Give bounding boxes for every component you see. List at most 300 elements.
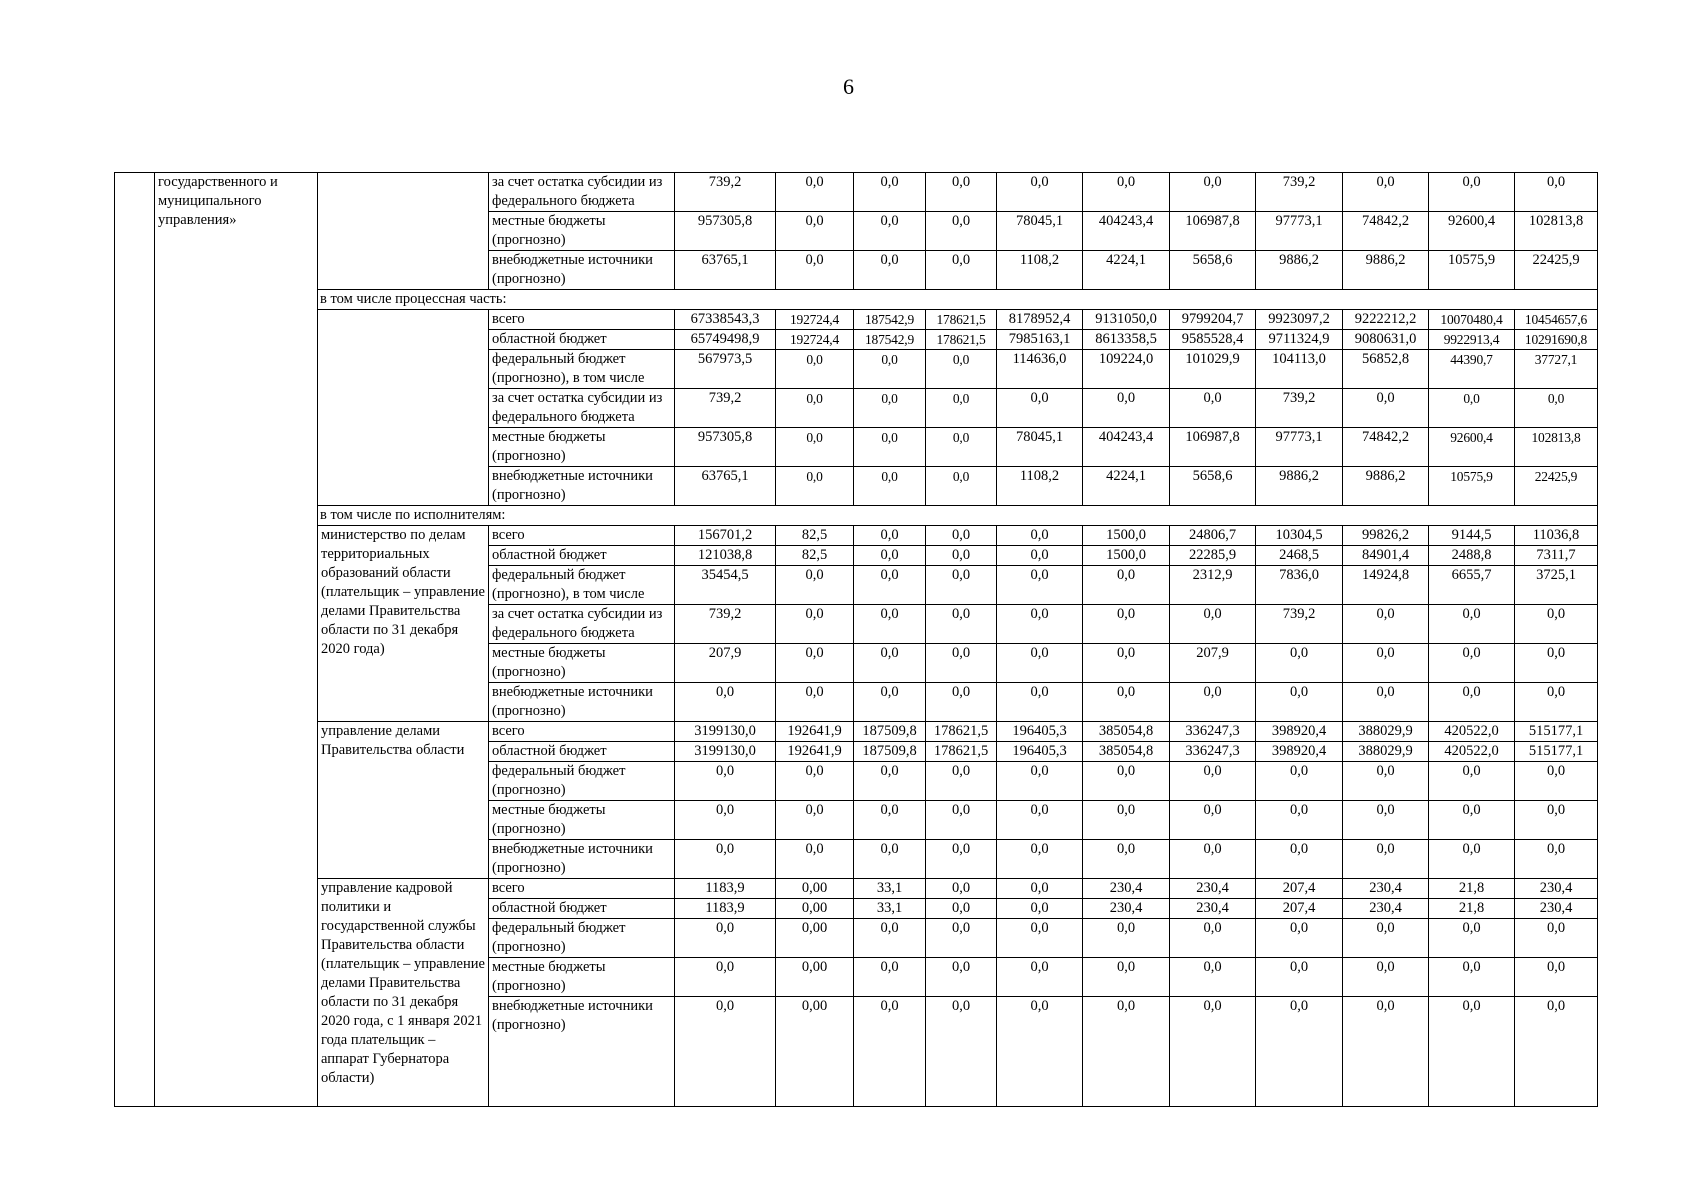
value-cell: 0,0 bbox=[854, 389, 926, 428]
value-cell: 82,5 bbox=[776, 546, 854, 566]
value-cell: 0,0 bbox=[854, 997, 926, 1107]
value-cell: 0,0 bbox=[854, 212, 926, 251]
value-cell: 0,0 bbox=[1515, 919, 1598, 958]
value-cell: 9923097,2 bbox=[1256, 310, 1343, 330]
value-cell: 0,0 bbox=[1256, 958, 1343, 997]
value-cell: 230,4 bbox=[1083, 879, 1170, 899]
value-cell: 0,0 bbox=[997, 840, 1083, 879]
value-cell: 420522,0 bbox=[1429, 722, 1515, 742]
value-cell: 0,0 bbox=[926, 840, 997, 879]
executor-cell: управление кадровой политики и государственной службы Правительства области (плательщик – управление делами Правительства области по 31 декабря 2020 года, с 1 января 2021 года плательщик – аппарат Губернатора области) bbox=[318, 879, 489, 1107]
value-cell: 0,0 bbox=[776, 840, 854, 879]
value-cell: 44390,7 bbox=[1429, 350, 1515, 389]
value-cell: 336247,3 bbox=[1170, 722, 1256, 742]
value-cell: 192724,4 bbox=[776, 310, 854, 330]
section-row bbox=[115, 290, 1598, 310]
value-cell: 0,0 bbox=[1429, 997, 1515, 1107]
row-label: внебюджетные источники (прогнозно) bbox=[489, 840, 675, 879]
executor-cell: управление делами Правительства области bbox=[318, 722, 489, 879]
value-cell: 0,00 bbox=[776, 899, 854, 919]
value-cell: 0,0 bbox=[675, 919, 776, 958]
value-cell: 0,0 bbox=[1343, 919, 1429, 958]
value-cell: 0,0 bbox=[1343, 762, 1429, 801]
value-cell: 0,0 bbox=[854, 958, 926, 997]
value-cell: 0,0 bbox=[926, 566, 997, 605]
value-cell: 92600,4 bbox=[1429, 212, 1515, 251]
value-cell: 82,5 bbox=[776, 526, 854, 546]
value-cell: 0,00 bbox=[776, 879, 854, 899]
value-cell: 0,0 bbox=[1343, 840, 1429, 879]
value-cell: 0,00 bbox=[776, 958, 854, 997]
value-cell: 7311,7 bbox=[1515, 546, 1598, 566]
value-cell: 230,4 bbox=[1170, 879, 1256, 899]
value-cell: 0,0 bbox=[1515, 958, 1598, 997]
value-cell: 0,00 bbox=[776, 919, 854, 958]
row-label: местные бюджеты (прогнозно) bbox=[489, 958, 675, 997]
value-cell: 230,4 bbox=[1343, 879, 1429, 899]
value-cell: 0,0 bbox=[1429, 840, 1515, 879]
value-cell: 957305,8 bbox=[675, 428, 776, 467]
value-cell: 9222212,2 bbox=[1343, 310, 1429, 330]
value-cell: 0,0 bbox=[776, 683, 854, 722]
row-label: областной бюджет bbox=[489, 546, 675, 566]
value-cell: 567973,5 bbox=[675, 350, 776, 389]
row-label: за счет остатка субсидии из федерального бюджета bbox=[489, 389, 675, 428]
value-cell: 230,4 bbox=[1343, 899, 1429, 919]
value-cell: 404243,4 bbox=[1083, 212, 1170, 251]
value-cell: 0,0 bbox=[1429, 644, 1515, 683]
value-cell: 0,0 bbox=[997, 958, 1083, 997]
value-cell: 1500,0 bbox=[1083, 526, 1170, 546]
value-cell: 398920,4 bbox=[1256, 742, 1343, 762]
value-cell: 84901,4 bbox=[1343, 546, 1429, 566]
value-cell: 0,0 bbox=[1083, 605, 1170, 644]
value-cell: 0,0 bbox=[997, 644, 1083, 683]
value-cell: 0,0 bbox=[926, 997, 997, 1107]
value-cell: 7836,0 bbox=[1256, 566, 1343, 605]
value-cell: 92600,4 bbox=[1429, 428, 1515, 467]
value-cell: 0,0 bbox=[1170, 801, 1256, 840]
row-label: местные бюджеты (прогнозно) bbox=[489, 212, 675, 251]
value-cell: 187509,8 bbox=[854, 722, 926, 742]
value-cell: 0,0 bbox=[1083, 919, 1170, 958]
value-cell: 56852,8 bbox=[1343, 350, 1429, 389]
value-cell: 0,0 bbox=[1343, 173, 1429, 212]
value-cell: 0,0 bbox=[926, 801, 997, 840]
budget-table bbox=[114, 172, 1598, 1107]
value-cell: 0,0 bbox=[926, 605, 997, 644]
value-cell: 398920,4 bbox=[1256, 722, 1343, 742]
row-label: федеральный бюджет (прогнозно), в том числе bbox=[489, 566, 675, 605]
row-label: местные бюджеты (прогнозно) bbox=[489, 428, 675, 467]
value-cell: 230,4 bbox=[1515, 899, 1598, 919]
value-cell: 0,0 bbox=[1083, 683, 1170, 722]
value-cell: 0,0 bbox=[1083, 389, 1170, 428]
value-cell: 0,0 bbox=[1429, 762, 1515, 801]
value-cell: 10291690,8 bbox=[1515, 330, 1598, 350]
value-cell: 178621,5 bbox=[926, 742, 997, 762]
value-cell: 0,0 bbox=[776, 212, 854, 251]
value-cell: 957305,8 bbox=[675, 212, 776, 251]
value-cell: 9886,2 bbox=[1256, 251, 1343, 290]
value-cell: 2488,8 bbox=[1429, 546, 1515, 566]
value-cell: 74842,2 bbox=[1343, 428, 1429, 467]
value-cell: 7985163,1 bbox=[997, 330, 1083, 350]
row-label: местные бюджеты (прогнозно) bbox=[489, 644, 675, 683]
value-cell: 63765,1 bbox=[675, 251, 776, 290]
value-cell: 0,0 bbox=[926, 644, 997, 683]
row-label: областной бюджет bbox=[489, 330, 675, 350]
table-row bbox=[115, 722, 1598, 742]
value-cell: 515177,1 bbox=[1515, 742, 1598, 762]
value-cell: 0,0 bbox=[854, 762, 926, 801]
value-cell: 9144,5 bbox=[1429, 526, 1515, 546]
value-cell: 0,0 bbox=[997, 389, 1083, 428]
value-cell: 8178952,4 bbox=[997, 310, 1083, 330]
value-cell: 0,0 bbox=[997, 762, 1083, 801]
value-cell: 0,0 bbox=[1256, 919, 1343, 958]
value-cell: 385054,8 bbox=[1083, 742, 1170, 762]
value-cell: 0,0 bbox=[1515, 801, 1598, 840]
value-cell: 0,0 bbox=[776, 467, 854, 506]
program-name-cell: государственного и муниципального управления» bbox=[155, 173, 318, 1107]
value-cell: 404243,4 bbox=[1083, 428, 1170, 467]
value-cell: 515177,1 bbox=[1515, 722, 1598, 742]
row-label: внебюджетные источники (прогнозно) bbox=[489, 997, 675, 1107]
value-cell: 739,2 bbox=[675, 173, 776, 212]
value-cell: 0,0 bbox=[926, 251, 997, 290]
executor-cell bbox=[318, 310, 489, 506]
row-label: областной бюджет bbox=[489, 899, 675, 919]
value-cell: 10575,9 bbox=[1429, 251, 1515, 290]
value-cell: 739,2 bbox=[1256, 173, 1343, 212]
row-label: федеральный бюджет (прогнозно) bbox=[489, 762, 675, 801]
value-cell: 74842,2 bbox=[1343, 212, 1429, 251]
value-cell: 1183,9 bbox=[675, 879, 776, 899]
value-cell: 0,0 bbox=[776, 389, 854, 428]
value-cell: 0,0 bbox=[776, 566, 854, 605]
value-cell: 35454,5 bbox=[675, 566, 776, 605]
value-cell: 0,0 bbox=[854, 683, 926, 722]
value-cell: 0,0 bbox=[1083, 840, 1170, 879]
value-cell: 0,0 bbox=[997, 899, 1083, 919]
table-row bbox=[115, 526, 1598, 546]
executor-cell: министерство по делам территориальных образований области (плательщик – управление делами Правительства области по 31 декабря 2020 года) bbox=[318, 526, 489, 722]
value-cell: 0,0 bbox=[776, 762, 854, 801]
value-cell: 0,0 bbox=[926, 546, 997, 566]
value-cell: 187542,9 bbox=[854, 330, 926, 350]
value-cell: 9131050,0 bbox=[1083, 310, 1170, 330]
value-cell: 0,0 bbox=[776, 173, 854, 212]
value-cell: 0,0 bbox=[854, 840, 926, 879]
value-cell: 230,4 bbox=[1170, 899, 1256, 919]
value-cell: 739,2 bbox=[675, 389, 776, 428]
value-cell: 0,0 bbox=[997, 566, 1083, 605]
value-cell: 207,4 bbox=[1256, 899, 1343, 919]
value-cell: 388029,9 bbox=[1343, 742, 1429, 762]
value-cell: 14924,8 bbox=[1343, 566, 1429, 605]
value-cell: 33,1 bbox=[854, 899, 926, 919]
value-cell: 0,0 bbox=[1256, 801, 1343, 840]
row-label: федеральный бюджет (прогнозно) bbox=[489, 919, 675, 958]
row-label: всего bbox=[489, 722, 675, 742]
value-cell: 0,0 bbox=[997, 879, 1083, 899]
value-cell: 187542,9 bbox=[854, 310, 926, 330]
value-cell: 0,0 bbox=[1429, 919, 1515, 958]
value-cell: 0,0 bbox=[1515, 997, 1598, 1107]
section-header: в том числе процессная часть: bbox=[318, 290, 1598, 310]
value-cell: 0,0 bbox=[675, 958, 776, 997]
value-cell: 0,0 bbox=[926, 762, 997, 801]
value-cell: 0,0 bbox=[1170, 958, 1256, 997]
section-row bbox=[115, 506, 1598, 526]
value-cell: 0,0 bbox=[1343, 997, 1429, 1107]
value-cell: 3199130,0 bbox=[675, 742, 776, 762]
value-cell: 156701,2 bbox=[675, 526, 776, 546]
value-cell: 0,0 bbox=[926, 212, 997, 251]
value-cell: 22425,9 bbox=[1515, 251, 1598, 290]
value-cell: 0,0 bbox=[997, 173, 1083, 212]
value-cell: 0,0 bbox=[926, 428, 997, 467]
value-cell: 0,0 bbox=[1256, 997, 1343, 1107]
value-cell: 1500,0 bbox=[1083, 546, 1170, 566]
value-cell: 739,2 bbox=[1256, 605, 1343, 644]
value-cell: 0,0 bbox=[1170, 997, 1256, 1107]
value-cell: 0,0 bbox=[1515, 762, 1598, 801]
value-cell: 104113,0 bbox=[1256, 350, 1343, 389]
value-cell: 0,0 bbox=[1083, 173, 1170, 212]
value-cell: 0,0 bbox=[1170, 919, 1256, 958]
value-cell: 0,0 bbox=[675, 840, 776, 879]
value-cell: 24806,7 bbox=[1170, 526, 1256, 546]
value-cell: 8613358,5 bbox=[1083, 330, 1170, 350]
section-header: в том числе по исполнителям: bbox=[318, 506, 1598, 526]
value-cell: 0,0 bbox=[675, 762, 776, 801]
value-cell: 0,0 bbox=[1170, 683, 1256, 722]
value-cell: 0,0 bbox=[1256, 644, 1343, 683]
value-cell: 114636,0 bbox=[997, 350, 1083, 389]
value-cell: 192641,9 bbox=[776, 722, 854, 742]
value-cell: 4224,1 bbox=[1083, 251, 1170, 290]
value-cell: 21,8 bbox=[1429, 899, 1515, 919]
page-number: 6 bbox=[843, 74, 854, 99]
row-label: внебюджетные источники (прогнозно) bbox=[489, 683, 675, 722]
value-cell: 196405,3 bbox=[997, 722, 1083, 742]
value-cell: 78045,1 bbox=[997, 428, 1083, 467]
value-cell: 2468,5 bbox=[1256, 546, 1343, 566]
value-cell: 63765,1 bbox=[675, 467, 776, 506]
value-cell: 0,0 bbox=[854, 801, 926, 840]
value-cell: 0,0 bbox=[1170, 762, 1256, 801]
value-cell: 5658,6 bbox=[1170, 251, 1256, 290]
value-cell: 230,4 bbox=[1515, 879, 1598, 899]
value-cell: 11036,8 bbox=[1515, 526, 1598, 546]
value-cell: 0,0 bbox=[854, 605, 926, 644]
value-cell: 101029,9 bbox=[1170, 350, 1256, 389]
value-cell: 10575,9 bbox=[1429, 467, 1515, 506]
value-cell: 65749498,9 bbox=[675, 330, 776, 350]
value-cell: 230,4 bbox=[1083, 899, 1170, 919]
value-cell: 178621,5 bbox=[926, 310, 997, 330]
row-label: всего bbox=[489, 310, 675, 330]
value-cell: 0,0 bbox=[1083, 801, 1170, 840]
value-cell: 0,0 bbox=[854, 173, 926, 212]
value-cell: 207,9 bbox=[1170, 644, 1256, 683]
value-cell: 37727,1 bbox=[1515, 350, 1598, 389]
value-cell: 5658,6 bbox=[1170, 467, 1256, 506]
value-cell: 9922913,4 bbox=[1429, 330, 1515, 350]
row-label: всего bbox=[489, 879, 675, 899]
value-cell: 0,0 bbox=[1429, 389, 1515, 428]
value-cell: 0,0 bbox=[776, 350, 854, 389]
value-cell: 102813,8 bbox=[1515, 212, 1598, 251]
value-cell: 33,1 bbox=[854, 879, 926, 899]
value-cell: 0,0 bbox=[1515, 840, 1598, 879]
row-label: местные бюджеты (прогнозно) bbox=[489, 801, 675, 840]
value-cell: 67338543,3 bbox=[675, 310, 776, 330]
value-cell: 0,0 bbox=[776, 644, 854, 683]
value-cell: 22425,9 bbox=[1515, 467, 1598, 506]
table-row bbox=[115, 310, 1598, 330]
value-cell: 336247,3 bbox=[1170, 742, 1256, 762]
value-cell: 99826,2 bbox=[1343, 526, 1429, 546]
value-cell: 0,0 bbox=[1083, 644, 1170, 683]
value-cell: 0,0 bbox=[1083, 566, 1170, 605]
value-cell: 97773,1 bbox=[1256, 212, 1343, 251]
value-cell: 0,0 bbox=[1429, 801, 1515, 840]
value-cell: 0,0 bbox=[1170, 840, 1256, 879]
value-cell: 2312,9 bbox=[1170, 566, 1256, 605]
value-cell: 196405,3 bbox=[997, 742, 1083, 762]
value-cell: 10304,5 bbox=[1256, 526, 1343, 546]
value-cell: 178621,5 bbox=[926, 330, 997, 350]
value-cell: 78045,1 bbox=[997, 212, 1083, 251]
value-cell: 0,0 bbox=[926, 467, 997, 506]
value-cell: 0,0 bbox=[1256, 840, 1343, 879]
value-cell: 0,0 bbox=[1343, 683, 1429, 722]
value-cell: 0,0 bbox=[854, 546, 926, 566]
value-cell: 0,0 bbox=[926, 958, 997, 997]
value-cell: 1108,2 bbox=[997, 251, 1083, 290]
value-cell: 0,0 bbox=[776, 801, 854, 840]
value-cell: 0,0 bbox=[1256, 762, 1343, 801]
value-cell: 1183,9 bbox=[675, 899, 776, 919]
value-cell: 0,0 bbox=[776, 428, 854, 467]
value-cell: 9886,2 bbox=[1343, 467, 1429, 506]
value-cell: 121038,8 bbox=[675, 546, 776, 566]
value-cell: 0,00 bbox=[776, 997, 854, 1107]
value-cell: 0,0 bbox=[1083, 997, 1170, 1107]
value-cell: 0,0 bbox=[926, 899, 997, 919]
value-cell: 0,0 bbox=[1429, 605, 1515, 644]
value-cell: 0,0 bbox=[1083, 762, 1170, 801]
value-cell: 0,0 bbox=[1083, 958, 1170, 997]
value-cell: 0,0 bbox=[675, 997, 776, 1107]
value-cell: 192724,4 bbox=[776, 330, 854, 350]
value-cell: 0,0 bbox=[1343, 801, 1429, 840]
value-cell: 0,0 bbox=[926, 173, 997, 212]
value-cell: 0,0 bbox=[997, 997, 1083, 1107]
value-cell: 0,0 bbox=[854, 350, 926, 389]
value-cell: 0,0 bbox=[997, 546, 1083, 566]
table-row bbox=[115, 879, 1598, 899]
executor-cell bbox=[318, 173, 489, 290]
value-cell: 207,4 bbox=[1256, 879, 1343, 899]
value-cell: 178621,5 bbox=[926, 722, 997, 742]
value-cell: 0,0 bbox=[854, 526, 926, 546]
value-cell: 0,0 bbox=[997, 801, 1083, 840]
value-cell: 9585528,4 bbox=[1170, 330, 1256, 350]
value-cell: 22285,9 bbox=[1170, 546, 1256, 566]
value-cell: 10070480,4 bbox=[1429, 310, 1515, 330]
value-cell: 106987,8 bbox=[1170, 428, 1256, 467]
value-cell: 0,0 bbox=[926, 683, 997, 722]
value-cell: 187509,8 bbox=[854, 742, 926, 762]
row-label: областной бюджет bbox=[489, 742, 675, 762]
value-cell: 0,0 bbox=[1256, 683, 1343, 722]
value-cell: 0,0 bbox=[1343, 958, 1429, 997]
value-cell: 739,2 bbox=[1256, 389, 1343, 428]
value-cell: 0,0 bbox=[926, 350, 997, 389]
value-cell: 0,0 bbox=[776, 605, 854, 644]
value-cell: 0,0 bbox=[926, 389, 997, 428]
value-cell: 6655,7 bbox=[1429, 566, 1515, 605]
value-cell: 0,0 bbox=[854, 467, 926, 506]
value-cell: 739,2 bbox=[675, 605, 776, 644]
value-cell: 0,0 bbox=[997, 526, 1083, 546]
value-cell: 0,0 bbox=[1170, 173, 1256, 212]
value-cell: 0,0 bbox=[675, 683, 776, 722]
value-cell: 0,0 bbox=[926, 879, 997, 899]
value-cell: 9711324,9 bbox=[1256, 330, 1343, 350]
value-cell: 0,0 bbox=[1429, 958, 1515, 997]
blank-cell bbox=[115, 173, 155, 1107]
row-label: внебюджетные источники (прогнозно) bbox=[489, 467, 675, 506]
value-cell: 0,0 bbox=[1343, 389, 1429, 428]
value-cell: 21,8 bbox=[1429, 879, 1515, 899]
value-cell: 207,9 bbox=[675, 644, 776, 683]
value-cell: 0,0 bbox=[1343, 605, 1429, 644]
value-cell: 0,0 bbox=[1515, 173, 1598, 212]
value-cell: 3199130,0 bbox=[675, 722, 776, 742]
row-label: внебюджетные источники (прогнозно) bbox=[489, 251, 675, 290]
value-cell: 192641,9 bbox=[776, 742, 854, 762]
value-cell: 420522,0 bbox=[1429, 742, 1515, 762]
value-cell: 4224,1 bbox=[1083, 467, 1170, 506]
value-cell: 0,0 bbox=[997, 605, 1083, 644]
value-cell: 0,0 bbox=[1429, 683, 1515, 722]
value-cell: 388029,9 bbox=[1343, 722, 1429, 742]
value-cell: 0,0 bbox=[776, 251, 854, 290]
value-cell: 0,0 bbox=[854, 919, 926, 958]
value-cell: 10454657,6 bbox=[1515, 310, 1598, 330]
value-cell: 0,0 bbox=[926, 919, 997, 958]
value-cell: 0,0 bbox=[1515, 389, 1598, 428]
value-cell: 109224,0 bbox=[1083, 350, 1170, 389]
value-cell: 102813,8 bbox=[1515, 428, 1598, 467]
row-label: за счет остатка субсидии из федерального бюджета bbox=[489, 605, 675, 644]
value-cell: 0,0 bbox=[854, 566, 926, 605]
value-cell: 9886,2 bbox=[1256, 467, 1343, 506]
value-cell: 0,0 bbox=[1170, 605, 1256, 644]
value-cell: 0,0 bbox=[1515, 605, 1598, 644]
value-cell: 97773,1 bbox=[1256, 428, 1343, 467]
value-cell: 9799204,7 bbox=[1170, 310, 1256, 330]
value-cell: 9886,2 bbox=[1343, 251, 1429, 290]
value-cell: 0,0 bbox=[1429, 173, 1515, 212]
value-cell: 0,0 bbox=[854, 644, 926, 683]
value-cell: 1108,2 bbox=[997, 467, 1083, 506]
